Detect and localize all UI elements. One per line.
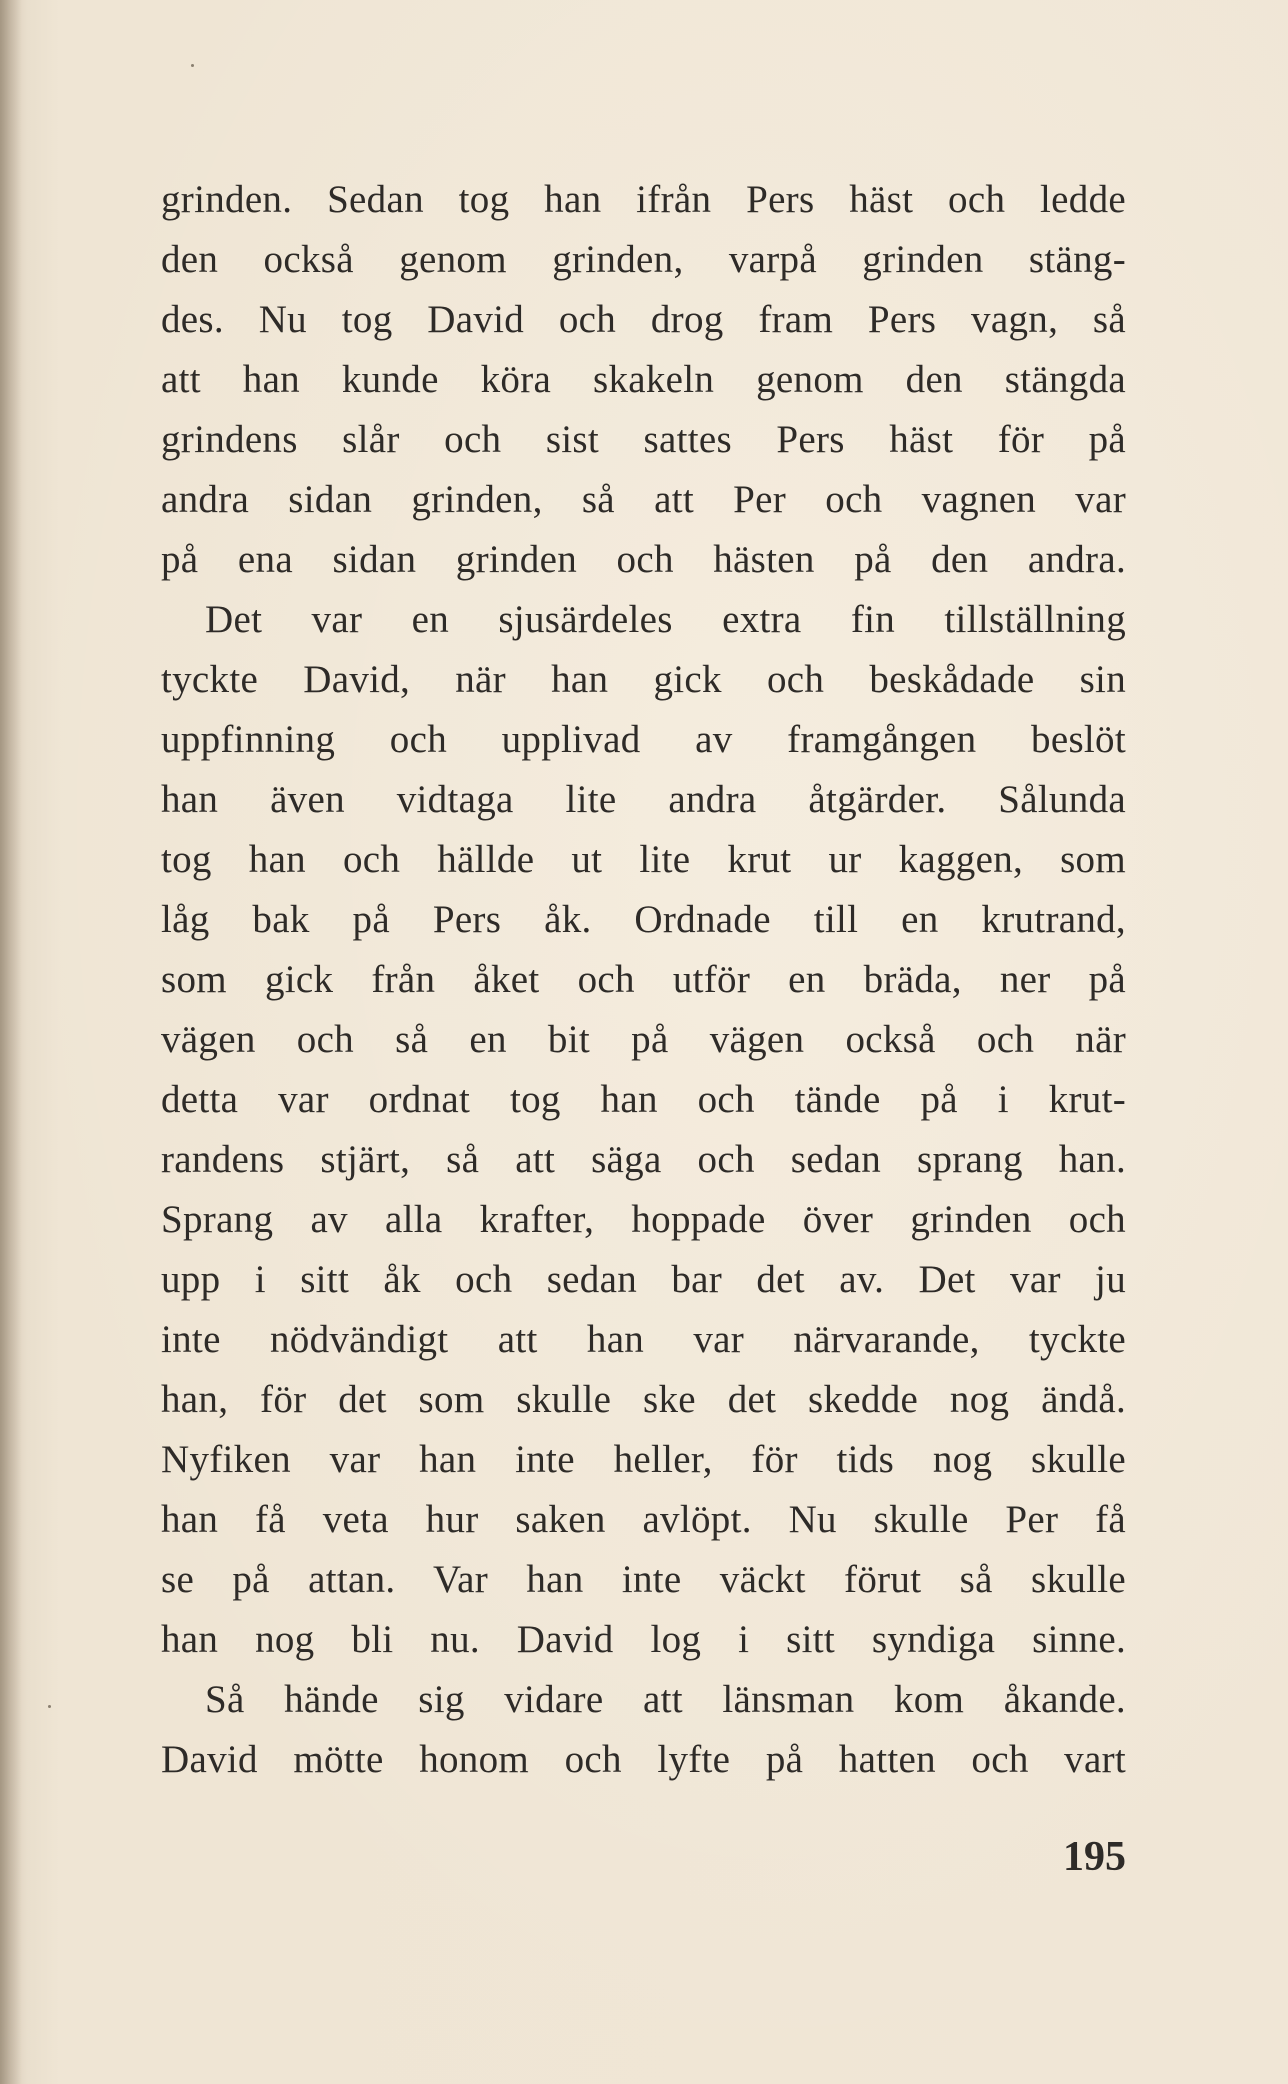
text-line: den också genom grinden, varpå grinden stäng- [161,238,1126,281]
text-line: inte nödvändigt att han var närvarande, tyckte [161,1318,1126,1361]
text-line: han även vidtaga lite andra åtgärder. Sålunda [161,778,1126,821]
text-line: andra sidan grinden, så att Per och vagnen var [161,478,1126,521]
text-line: David mötte honom och lyfte på hatten och vart [161,1738,1126,1781]
text-line: tog han och hällde ut lite krut ur kaggen, som [161,838,1126,881]
book-spine-shadow [0,0,22,2084]
text-line: grindens slår och sist sattes Pers häst för på [161,418,1126,461]
text-line: låg bak på Pers åk. Ordnade till en krutrand, [161,898,1126,941]
text-line: des. Nu tog David och drog fram Pers vagn, så [161,298,1126,341]
text-line: grinden. Sedan tog han ifrån Pers häst och ledde [161,178,1126,221]
paragraph-first-line: Så hände sig vidare att länsman kom åkande. [205,1678,1126,1721]
text-line: detta var ordnat tog han och tände på i krut- [161,1078,1126,1121]
text-line: se på attan. Var han inte väckt förut så skulle [161,1558,1126,1601]
text-line: att han kunde köra skakeln genom den stängda [161,358,1126,401]
text-line: uppfinning och upplivad av framgången beslöt [161,718,1126,761]
text-line: vägen och så en bit på vägen också och när [161,1018,1126,1061]
text-line: randens stjärt, så att säga och sedan sprang han. [161,1138,1126,1181]
text-line: upp i sitt åk och sedan bar det av. Det var ju [161,1258,1126,1301]
page-number: 195 [1063,1834,1126,1880]
text-line: han nog bli nu. David log i sitt syndiga sinne. [161,1618,1126,1661]
text-line: på ena sidan grinden och hästen på den andra. [161,538,1126,581]
text-line: Sprang av alla krafter, hoppade över grinden och [161,1198,1126,1241]
text-line: han, för det som skulle ske det skedde nog ändå. [161,1378,1126,1421]
text-line: han få veta hur saken avlöpt. Nu skulle Per få [161,1498,1126,1541]
body-text [161,170,1126,1790]
text-line: som gick från åket och utför en bräda, ner på [161,958,1126,1001]
paper-speck [48,1705,51,1708]
text-line: Nyfiken var han inte heller, för tids nog skulle [161,1438,1126,1481]
paragraph-first-line: Det var en sjusärdeles extra fin tillställning [205,598,1126,641]
text-line: tyckte David, när han gick och beskådade sin [161,658,1126,701]
paper-speck [191,64,194,67]
